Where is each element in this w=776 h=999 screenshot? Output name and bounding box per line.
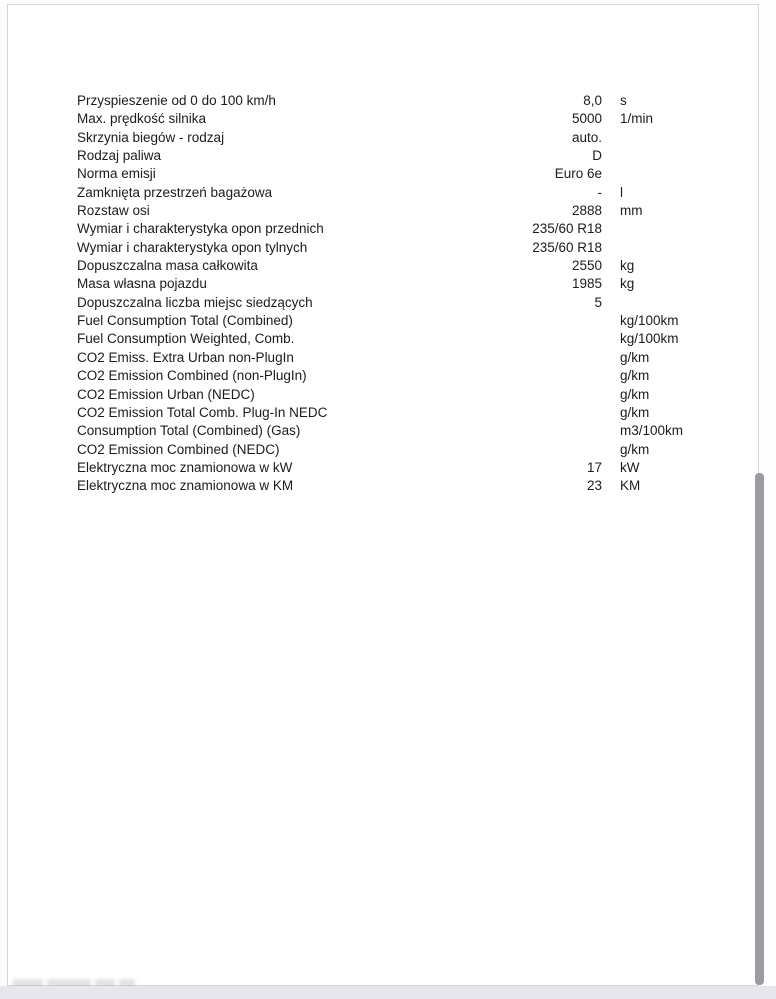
table-row [77,330,717,348]
table-row [77,459,717,477]
spec-value [481,441,602,459]
spec-label: CO2 Emission Combined (NEDC) [77,441,280,457]
spec-table [77,92,717,496]
table-row [77,349,717,367]
table-row [77,202,717,220]
spec-label: Rozstaw osi [77,203,150,219]
spec-label: Skrzynia biegów - rodzaj [77,129,225,145]
spec-value: 235/60 R18 [532,239,602,255]
spec-value [481,367,602,385]
table-row [77,184,717,202]
table-row [77,404,717,422]
spec-value: 235/60 R18 [532,221,602,237]
spec-label: Wymiar i charakterystyka opon tylnych [77,239,308,255]
table-row [77,367,717,385]
spec-unit: g/km [620,386,650,402]
table-row [77,147,717,165]
spec-unit: g/km [620,441,650,457]
spec-value: 8,0 [583,93,602,108]
spec-label: Fuel Consumption Total (Combined) [77,313,293,329]
table-row [77,386,717,404]
spec-value: D [592,148,602,164]
spec-label: Masa własna pojazdu [77,276,207,292]
document-page [7,4,759,986]
table-row [77,257,717,275]
spec-unit: kg [620,258,635,274]
spec-value: 5000 [571,111,602,127]
spec-label: Wymiar i charakterystyka opon przednich [77,221,324,237]
table-row [77,129,717,147]
table-row [77,312,717,330]
spec-value [481,349,602,367]
table-row [77,165,717,183]
spec-label: Max. prędkość silnika [77,111,207,127]
spec-label: Elektryczna moc znamionowa w kW [77,459,293,475]
spec-value: - [597,184,602,200]
table-row [77,239,717,257]
spec-label: CO2 Emission Total Comb. Plug-In NEDC [77,404,328,420]
spec-unit: s [620,93,627,108]
page-bottom-gutter [0,986,776,999]
spec-label: Rodzaj paliwa [77,148,162,164]
spec-value [481,404,602,422]
vertical-scrollbar-thumb[interactable] [755,473,764,985]
spec-label: CO2 Emission Combined (non-PlugIn) [77,368,307,384]
spec-unit: g/km [620,404,650,420]
table-row [77,92,717,110]
spec-unit: g/km [620,349,650,365]
spec-unit: kg/100km [620,313,679,329]
table-row [77,294,717,312]
spec-label: Norma emisji [77,166,156,182]
spec-label: Dopuszczalna masa całkowita [77,258,258,274]
spec-unit: l [620,184,623,200]
spec-label: Zamknięta przestrzeń bagażowa [77,184,273,200]
spec-value [481,386,602,404]
spec-label: Elektryczna moc znamionowa w KM [77,478,294,494]
spec-unit: mm [620,203,643,219]
spec-value: 23 [586,478,602,494]
spec-label: Fuel Consumption Weighted, Comb. [77,331,295,347]
table-row [77,275,717,293]
table-row [77,110,717,128]
spec-label: Przyspieszenie od 0 do 100 km/h [77,93,276,108]
spec-label: Dopuszczalna liczba miejsc siedzących [77,294,313,310]
spec-label: CO2 Emiss. Extra Urban non-PlugIn [77,349,294,365]
spec-label: CO2 Emission Urban (NEDC) [77,386,255,402]
spec-unit: kg [620,276,635,292]
spec-value: 2888 [571,203,602,219]
spec-unit: kg/100km [620,331,679,347]
table-row [77,422,717,440]
spec-value: 5 [594,294,602,310]
spec-unit: kW [620,459,640,475]
spec-value: Euro 6e [554,166,602,182]
table-row [77,477,717,495]
table-row [77,441,717,459]
spec-value: 2550 [571,258,602,274]
spec-value [481,422,602,440]
spec-unit: 1/min [620,111,654,127]
table-row [77,220,717,238]
spec-value: auto. [571,129,602,145]
spec-value: 17 [586,459,602,475]
spec-label: Consumption Total (Combined) (Gas) [77,423,301,439]
spec-unit: m3/100km [620,423,684,439]
spec-value [481,312,602,330]
spec-value: 1985 [571,276,602,292]
spec-unit: g/km [620,368,650,384]
spec-unit: KM [620,478,641,494]
spec-value [481,330,602,348]
